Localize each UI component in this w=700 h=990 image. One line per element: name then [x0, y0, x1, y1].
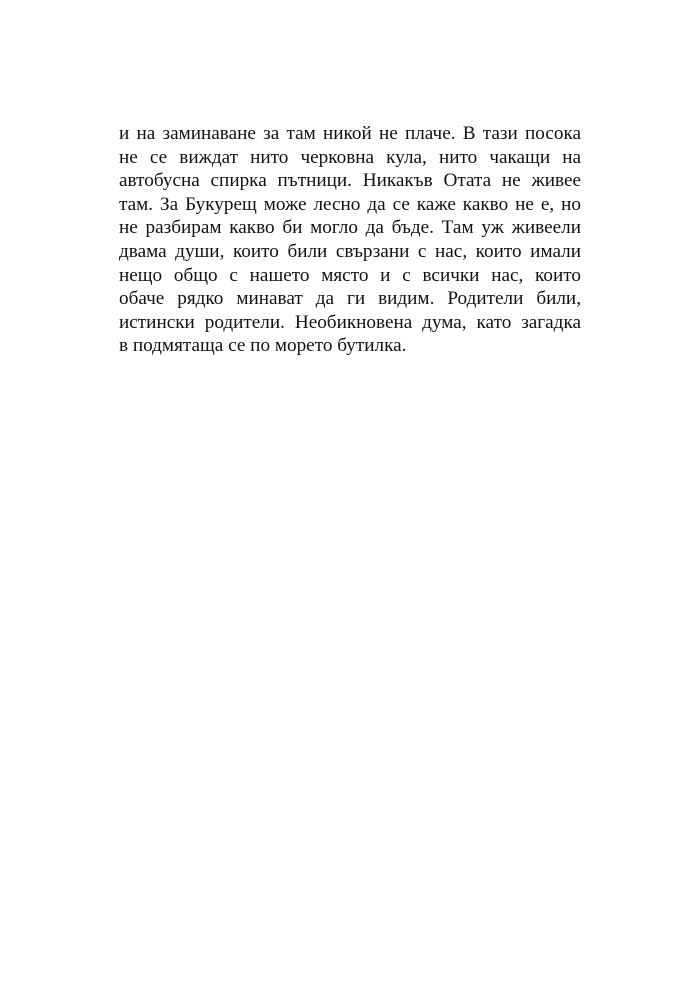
paragraph-line: и на заминаване за там никой не плаче. В тази посока	[119, 123, 581, 144]
paragraph-line: не разбирам какво би могло да бъде. Там уж живеели	[119, 217, 581, 239]
paragraph-line-last: в подмятаща се по морето бутилка.	[119, 335, 407, 357]
body-paragraph	[119, 122, 581, 358]
paragraph-line: двама души, които били свързани с нас, които имали	[119, 240, 581, 262]
paragraph-line: там. За Букурещ може лесно да се каже какво не е, но	[119, 193, 581, 215]
paragraph-line: нещо общо с нашето място и с всички нас, които	[119, 264, 581, 286]
paragraph-line: обаче рядко минават да ги видим. Родители били,	[119, 288, 581, 310]
paragraph-line: автобусна спирка пътници. Никакъв Отата не живее	[119, 170, 581, 192]
paragraph-line: истински родители. Необикновена дума, като загадка	[119, 311, 581, 333]
paragraph-line: не се виждат нито черковна кула, нито чакащи на	[119, 146, 581, 168]
